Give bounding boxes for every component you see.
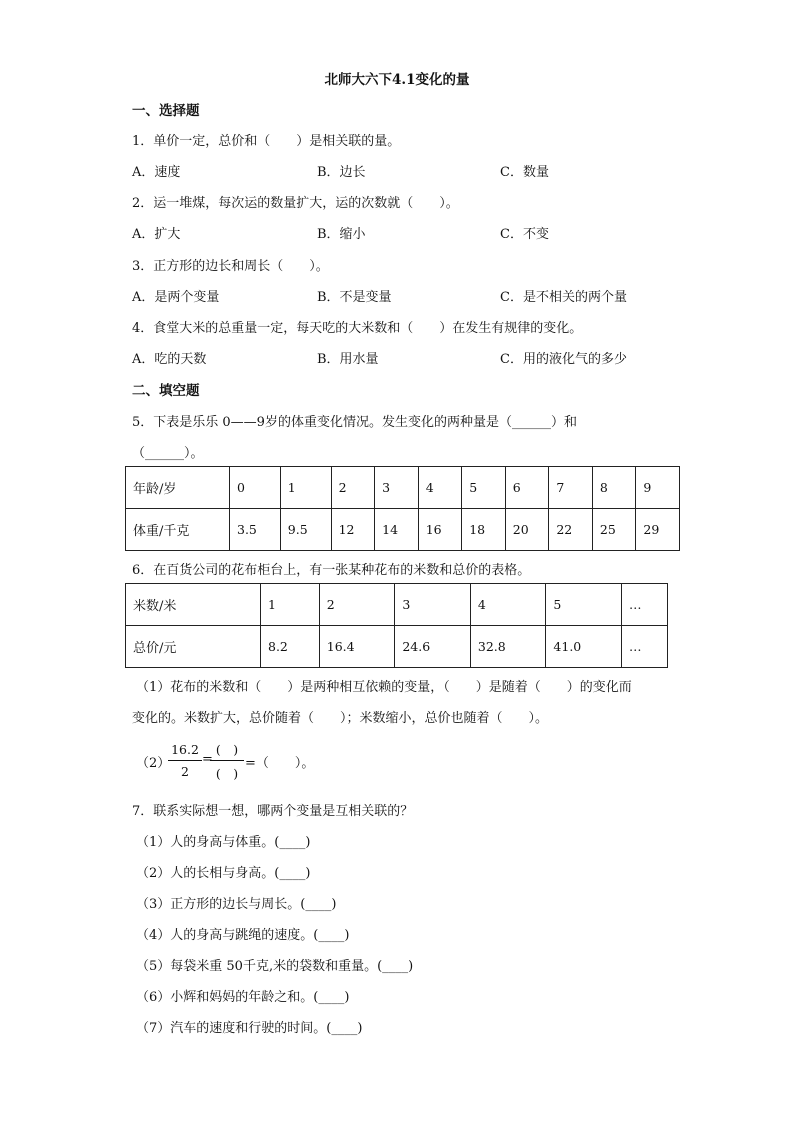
question-5-line2: （______）。 [132, 446, 204, 461]
q7-item: （6）小辉和妈妈的年龄之和。(____) [136, 990, 350, 1005]
q2-option-c: C．不变 [500, 227, 549, 242]
question-6-part1-line2: 变化的。米数扩大，总价随着（ ）；米数缩小，总价也随着（ ）。 [132, 711, 549, 726]
q4-option-a: A．吃的天数 [132, 352, 207, 367]
table-cell: 9 [636, 467, 680, 509]
table-cell: … [622, 584, 668, 626]
price-table-row-meters [126, 584, 668, 626]
table-cell: 2 [331, 467, 375, 509]
question-6-part2-label: （2） [136, 756, 171, 771]
table-cell: 1 [280, 467, 331, 509]
table-header-age: 年龄/岁 [126, 467, 230, 509]
q7-item: （5）每袋米重 50千克,米的袋数和重量。(____) [136, 959, 414, 974]
weight-table-row-age [126, 467, 680, 509]
question-2: 2．运一堆煤，每次运的数量扩大，运的次数就（ ）。 [132, 196, 459, 211]
section-choice-heading: 一、选择题 [132, 103, 200, 119]
q3-option-a: A．是两个变量 [132, 290, 220, 305]
table-cell: 22 [549, 509, 593, 551]
table-cell: 4 [418, 467, 462, 509]
equals-sign: = [202, 752, 213, 767]
q3-option-c: C．是不相关的两个量 [500, 290, 627, 305]
question-3: 3．正方形的边长和周长（ ）。 [132, 259, 329, 274]
table-cell: 7 [549, 467, 593, 509]
q7-item: （1）人的身高与体重。(____) [136, 835, 311, 850]
table-cell: 4 [470, 584, 546, 626]
table-cell: 20 [505, 509, 549, 551]
q1-option-b: B．边长 [317, 165, 366, 180]
blank-numerator: ( ) [215, 742, 239, 757]
question-5-line1: 5．下表是乐乐 0——9岁的体重变化情况。发生变化的两种量是（______）和 [132, 415, 577, 430]
fraction-bar-blank [210, 760, 244, 761]
table-cell: 8 [592, 467, 636, 509]
q4-option-c: C．用的液化气的多少 [500, 352, 627, 367]
table-cell: 5 [462, 467, 506, 509]
table-cell: 2 [319, 584, 395, 626]
q1-option-c: C．数量 [500, 165, 549, 180]
q1-option-a: A．速度 [132, 165, 181, 180]
fraction-bar [168, 760, 202, 761]
question-1: 1．单价一定，总价和（ ）是相关联的量。 [132, 134, 401, 149]
table-cell: 3.5 [230, 509, 281, 551]
table-cell: … [622, 626, 668, 668]
table-cell: 41.0 [546, 626, 622, 668]
table-cell: 5 [546, 584, 622, 626]
table-cell: 32.8 [470, 626, 546, 668]
table-cell: 29 [636, 509, 680, 551]
fraction-numerator: 16.2 [171, 742, 199, 757]
table-cell: 6 [505, 467, 549, 509]
table-header-meters: 米数/米 [126, 584, 261, 626]
table-cell: 25 [592, 509, 636, 551]
weight-table-row-weight [126, 509, 680, 551]
table-header-weight: 体重/千克 [126, 509, 230, 551]
table-cell: 8.2 [261, 626, 320, 668]
page-title: 北师大六下4.1变化的量 [324, 72, 470, 88]
q2-option-b: B．缩小 [317, 227, 366, 242]
q7-item: （3）正方形的边长与周长。(____) [136, 897, 337, 912]
question-7: 7．联系实际想一想，哪两个变量是互相关联的？ [132, 804, 414, 819]
table-cell: 16.4 [319, 626, 395, 668]
question-6-part2-answer: =（ ）。 [245, 756, 315, 771]
blank-denominator: ( ) [215, 766, 239, 781]
q4-option-b: B．用水量 [317, 352, 379, 367]
table-cell: 16 [418, 509, 462, 551]
price-table-row-price [126, 626, 668, 668]
q3-option-b: B．不是变量 [317, 290, 392, 305]
q7-item: （2）人的长相与身高。(____) [136, 866, 311, 881]
question-6: 6．在百货公司的花布柜台上，有一张某种花布的米数和总价的表格。 [132, 563, 531, 578]
price-table [125, 583, 668, 668]
q7-item: （4）人的身高与跳绳的速度。(____) [136, 928, 350, 943]
section-fill-heading: 二、填空题 [132, 383, 200, 399]
question-4: 4．食堂大米的总重量一定，每天吃的大米数和（ ）在发生有规律的变化。 [132, 321, 583, 336]
table-cell: 14 [375, 509, 419, 551]
table-cell: 12 [331, 509, 375, 551]
weight-table [125, 466, 680, 551]
table-cell: 18 [462, 509, 506, 551]
table-cell: 24.6 [395, 626, 471, 668]
q2-option-a: A．扩大 [132, 227, 181, 242]
table-cell: 3 [395, 584, 471, 626]
table-cell: 3 [375, 467, 419, 509]
fraction-denominator: 2 [181, 764, 189, 779]
table-header-price: 总价/元 [126, 626, 261, 668]
table-cell: 0 [230, 467, 281, 509]
question-6-part1-line1: （1）花布的米数和（ ）是两种相互依赖的变量，（ ）是随着（ ）的变化而 [136, 680, 632, 695]
table-cell: 1 [261, 584, 320, 626]
q7-item: （7）汽车的速度和行驶的时间。(____) [136, 1021, 363, 1036]
table-cell: 9.5 [280, 509, 331, 551]
